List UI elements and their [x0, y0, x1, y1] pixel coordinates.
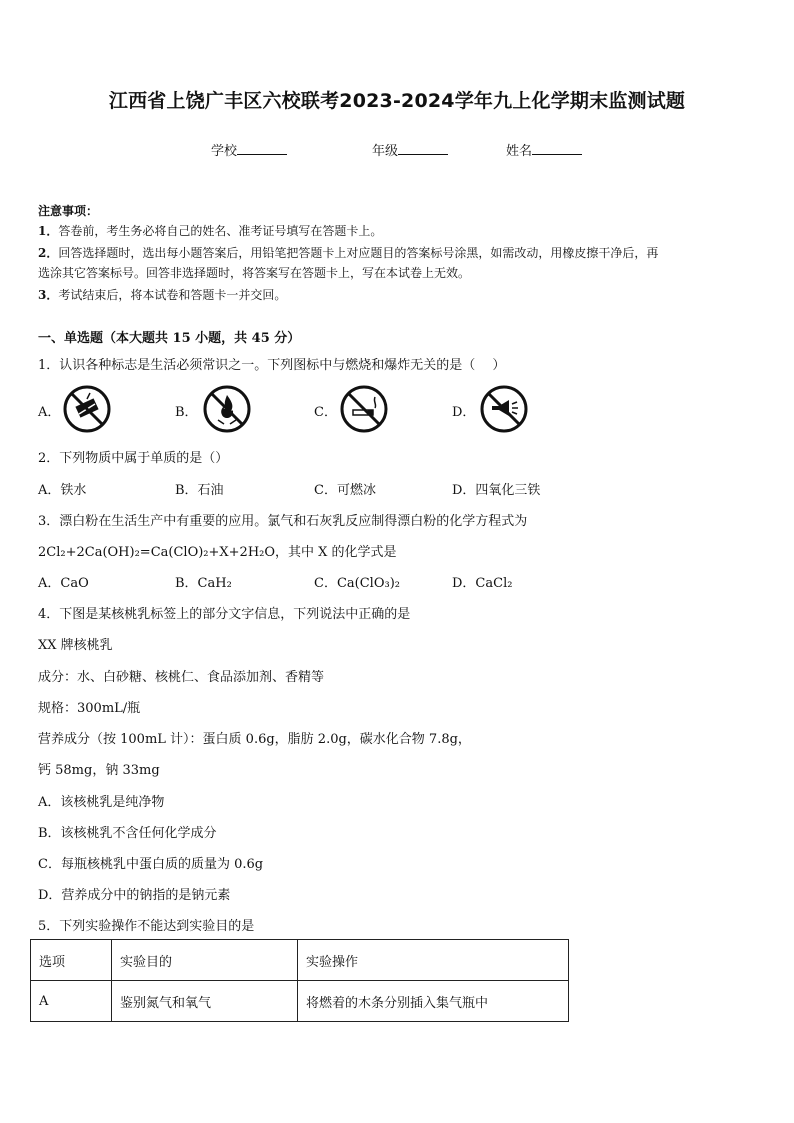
q2-option-b[interactable]: B．石油: [175, 483, 224, 498]
page-title: 江西省上饶广丰区六校联考2023-2024学年九上化学期末监测试题: [108, 90, 686, 112]
q4-stem: 4．下图是某核桃乳标签上的部分文字信息，下列说法中正确的是: [38, 607, 411, 622]
note-2: [38, 243, 658, 263]
table-cell-option: A: [31, 981, 112, 1022]
grade-blank: [398, 142, 448, 155]
table-header-operation: 实验操作: [298, 940, 569, 981]
note-1-number: 1．: [38, 224, 59, 238]
q4-label-ingredients: 成分：水、白砂糖、核桃仁、食品添加剂、香精等: [38, 670, 325, 685]
q3-option-d[interactable]: D．CaCl₂: [452, 576, 513, 591]
q4-option-c[interactable]: C．每瓶核桃乳中蛋白质的质量为 0.6g: [38, 857, 264, 872]
grade-field[interactable]: [372, 140, 448, 159]
section-heading: 一、单选题（本大题共 15 小题，共 45 分）: [38, 331, 301, 346]
no-honking-sign-icon: [479, 384, 529, 434]
q4-label-brand: XX 牌核桃乳: [38, 638, 113, 653]
q3-option-c[interactable]: C．Ca(ClO₃)₂: [314, 576, 400, 591]
q1-option-c[interactable]: C．: [314, 405, 337, 420]
q4-option-d[interactable]: D．营养成分中的钠指的是钠元素: [38, 888, 231, 903]
q1-stem: 1．认识各种标志是生活必须常识之一。下列图标中与燃烧和爆炸无关的是（ ）: [38, 358, 506, 373]
q4-option-b[interactable]: B．该核桃乳不含任何化学成分: [38, 826, 217, 841]
q5-stem: 5．下列实验操作不能达到实验目的是: [38, 919, 255, 934]
q3-equation: 2Cl₂+2Ca(OH)₂=Ca(ClO)₂+X+2H₂O，其中 X 的化学式是: [38, 545, 397, 560]
q1-option-a[interactable]: A．: [38, 405, 61, 420]
note-3-text: 考试结束后，将本试卷和答题卡一并交回。: [58, 288, 287, 302]
q4-option-a[interactable]: A．该核桃乳是纯净物: [38, 795, 165, 810]
q2-option-a[interactable]: A．铁水: [38, 483, 87, 498]
table-header-row: [31, 940, 569, 981]
note-3: [38, 285, 286, 305]
school-blank: [237, 142, 287, 155]
table-cell-purpose: 鉴别氮气和氧气: [112, 981, 298, 1022]
name-label: 姓名: [506, 144, 533, 159]
q5-table: [30, 939, 569, 1022]
grade-label: 年级: [372, 144, 399, 159]
note-1-text: 答卷前，考生务必将自己的姓名、准考证号填写在答题卡上。: [58, 224, 383, 238]
note-2-number: 2．: [38, 246, 59, 260]
q2-option-c[interactable]: C．可燃冰: [314, 483, 376, 498]
q3-option-b[interactable]: B．CaH₂: [175, 576, 232, 591]
q2-option-d[interactable]: D．四氧化三铁: [452, 483, 541, 498]
q4-label-nutrition: 营养成分（按 100mL 计）：蛋白质 0.6g，脂肪 2.0g，碳水化合物 7.8g，: [38, 732, 471, 747]
no-fireworks-sign-icon: [62, 384, 112, 434]
q3-stem: 3．漂白粉在生活生产中有重要的应用。氯气和石灰乳反应制得漂白粉的化学方程式为: [38, 514, 528, 529]
table-row: [31, 981, 569, 1022]
no-fire-sign-icon: [202, 384, 252, 434]
school-label: 学校: [211, 144, 238, 159]
note-3-number: 3．: [38, 288, 59, 302]
q3-option-a[interactable]: A．CaO: [38, 576, 89, 591]
note-2-line2: 选涂其它答案标号。回答非选择题时，将答案写在答题卡上，写在本试卷上无效。: [38, 266, 471, 280]
name-field[interactable]: [506, 140, 582, 159]
q4-label-size: 规格：300mL/瓶: [38, 701, 141, 716]
school-field[interactable]: [211, 140, 287, 159]
notes-heading: 注意事项：: [38, 204, 99, 218]
q1-option-d[interactable]: D．: [452, 405, 476, 420]
note-1: [38, 221, 382, 241]
q4-label-minerals: 钙 58mg，钠 33mg: [38, 763, 160, 778]
name-blank: [532, 142, 582, 155]
q1-option-b[interactable]: B．: [175, 405, 198, 420]
table-header-purpose: 实验目的: [112, 940, 298, 981]
no-smoking-sign-icon: [339, 384, 389, 434]
q2-stem: 2．下列物质中属于单质的是（）: [38, 451, 229, 466]
note-2-text-line1: 回答选择题时，选出每小题答案后，用铅笔把答题卡上对应题目的答案标号涂黑，如需改动，用橡皮擦干净后，再: [58, 246, 659, 260]
table-header-option: 选项: [31, 940, 112, 981]
table-cell-operation: 将燃着的木条分别插入集气瓶中: [298, 981, 569, 1022]
